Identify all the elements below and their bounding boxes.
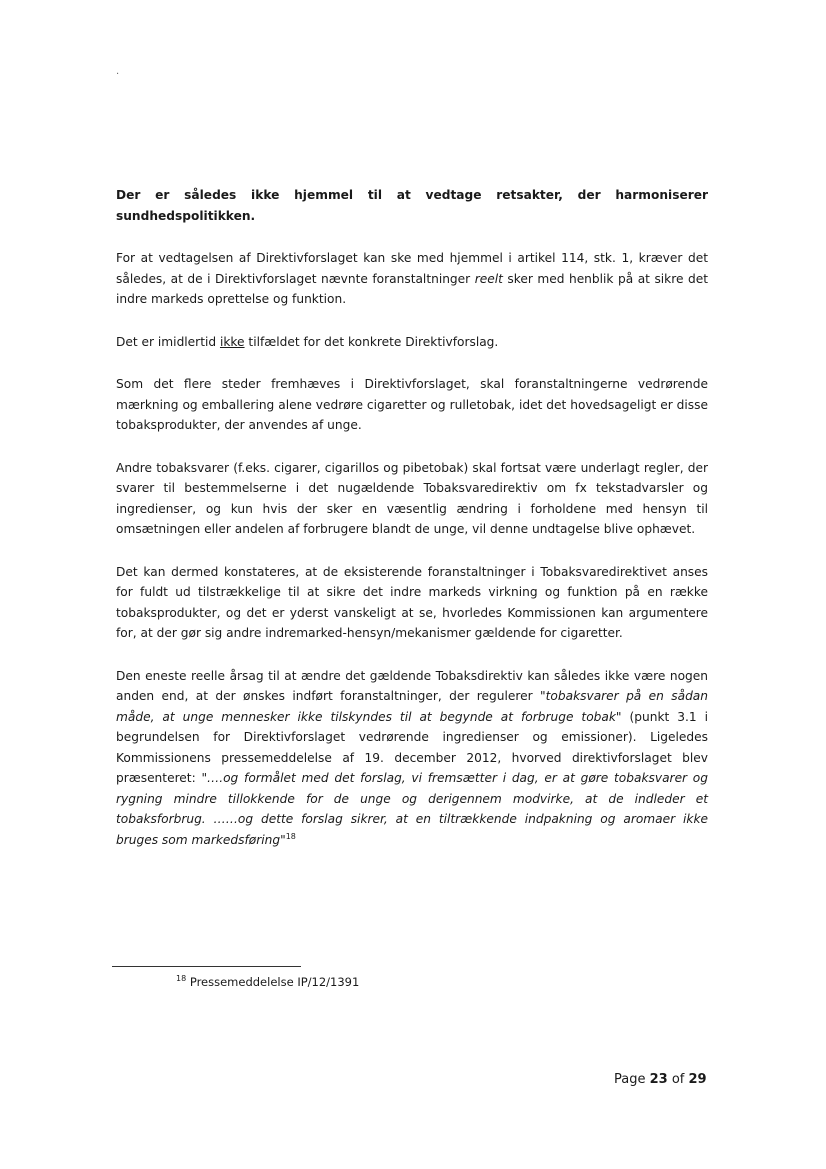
section-heading: Der er således ikke hjemmel til at vedtage retsakter, der harmoniserer sundhedspolitikken. [116, 188, 708, 223]
page-number-current: 23 [649, 1072, 668, 1087]
paragraph-4: Andre tobaksvarer (f.eks. cigarer, cigarillos og pibetobak) skal fortsat være underlagt regler, der svarer til bestemmelserne i det nugældende Tobaksvaredirektiv om fx tekstadvarsler og ingredienser, og kun hvis der sker en væsentlig ændring i forholdene med hensyn til omsætningen eller andelen af forbrugere blandt de unge, vil denne undtagelse blive ophævet. [116, 460, 708, 536]
page-number-of: of [667, 1072, 689, 1087]
paragraph-2-underlined: ikke [219, 334, 245, 349]
footnote [176, 973, 359, 991]
paragraph-2-text-b: tilfældet for det konkrete Direktivforslag. [244, 334, 499, 349]
paragraph-6-quote-1: "tobaksvarer på en sådan måde, at unge mennesker ikke tilskyndes til at begynde at forbruge tobak" [116, 689, 708, 724]
page-body [116, 185, 708, 872]
stray-mark: . [116, 66, 120, 77]
paragraph-5: Det kan dermed konstateres, at de eksisterende foranstaltninger i Tobaksvaredirektivet anses for fuldt ud tilstrækkelige til at sikre det indre markeds virkning og funktion på en række tobaksprodukter, og det er yderst vanskeligt at se, hvorledes Kommissionen kan argumentere for, at der gør sig andre indremarked-hensyn/mekanismer gældende for cigaretter. [116, 564, 708, 640]
paragraph-2-text-a: Det er imidlertid [116, 334, 220, 349]
footnote-separator [112, 966, 301, 967]
page-number [614, 1071, 707, 1089]
paragraph-1-emphasis: reelt [474, 271, 503, 286]
page-number-label: Page [614, 1072, 650, 1087]
footnote-number: 18 [176, 974, 187, 984]
paragraph-3: Som det flere steder fremhæves i Direktivforslaget, skal foranstaltningerne vedrørende mærkning og emballering alene vedrøre cigaretter og rulletobak, idet det hovedsageligt er disse tobaksprodukter, der anvendes af unge. [116, 377, 708, 432]
page-number-total: 29 [688, 1072, 707, 1087]
footnote-text: Pressemeddelelse IP/12/1391 [186, 975, 360, 989]
paragraph-6 [116, 666, 708, 851]
paragraph-1 [116, 248, 708, 310]
footnote-reference: 18 [285, 831, 296, 841]
paragraph-6-quote-2: "….og formålet med det forslag, vi fremsætter i dag, er at gøre tobaksvarer og rygning mindre tillokkende for de unge og derigennem modvirke, at de indleder et tobaksforbrug. ……og dette forslag sikrer, at en tiltrækkende indpakning og aromaer ikke bruges som markedsføring" [116, 771, 708, 847]
paragraph-6-text-b: (punkt 3.1 i begrundelsen for Direktivforslaget vedrørende ingredienser og emissioner). Ligeledes Kommissionens pressemeddelelse af 19. december 2012, hvorved direktivforslaget blev præsenteret: [116, 709, 708, 785]
paragraph-1-text-a: For at vedtagelsen af Direktivforslaget kan ske med hjemmel i artikel 114, stk. 1, kræver det således, at de i Direktivforslaget nævnte foranstaltninger [116, 251, 708, 286]
paragraph-2 [116, 332, 708, 353]
paragraph-1-text-b: sker med henblik på at sikre det indre markeds oprettelse og funktion. [116, 271, 708, 306]
paragraph-6-text-a: Den eneste reelle årsag til at ændre det gældende Tobaksdirektiv kan således ikke være nogen anden end, at der ønskes indført foranstaltninger, der regulerer [116, 668, 708, 703]
